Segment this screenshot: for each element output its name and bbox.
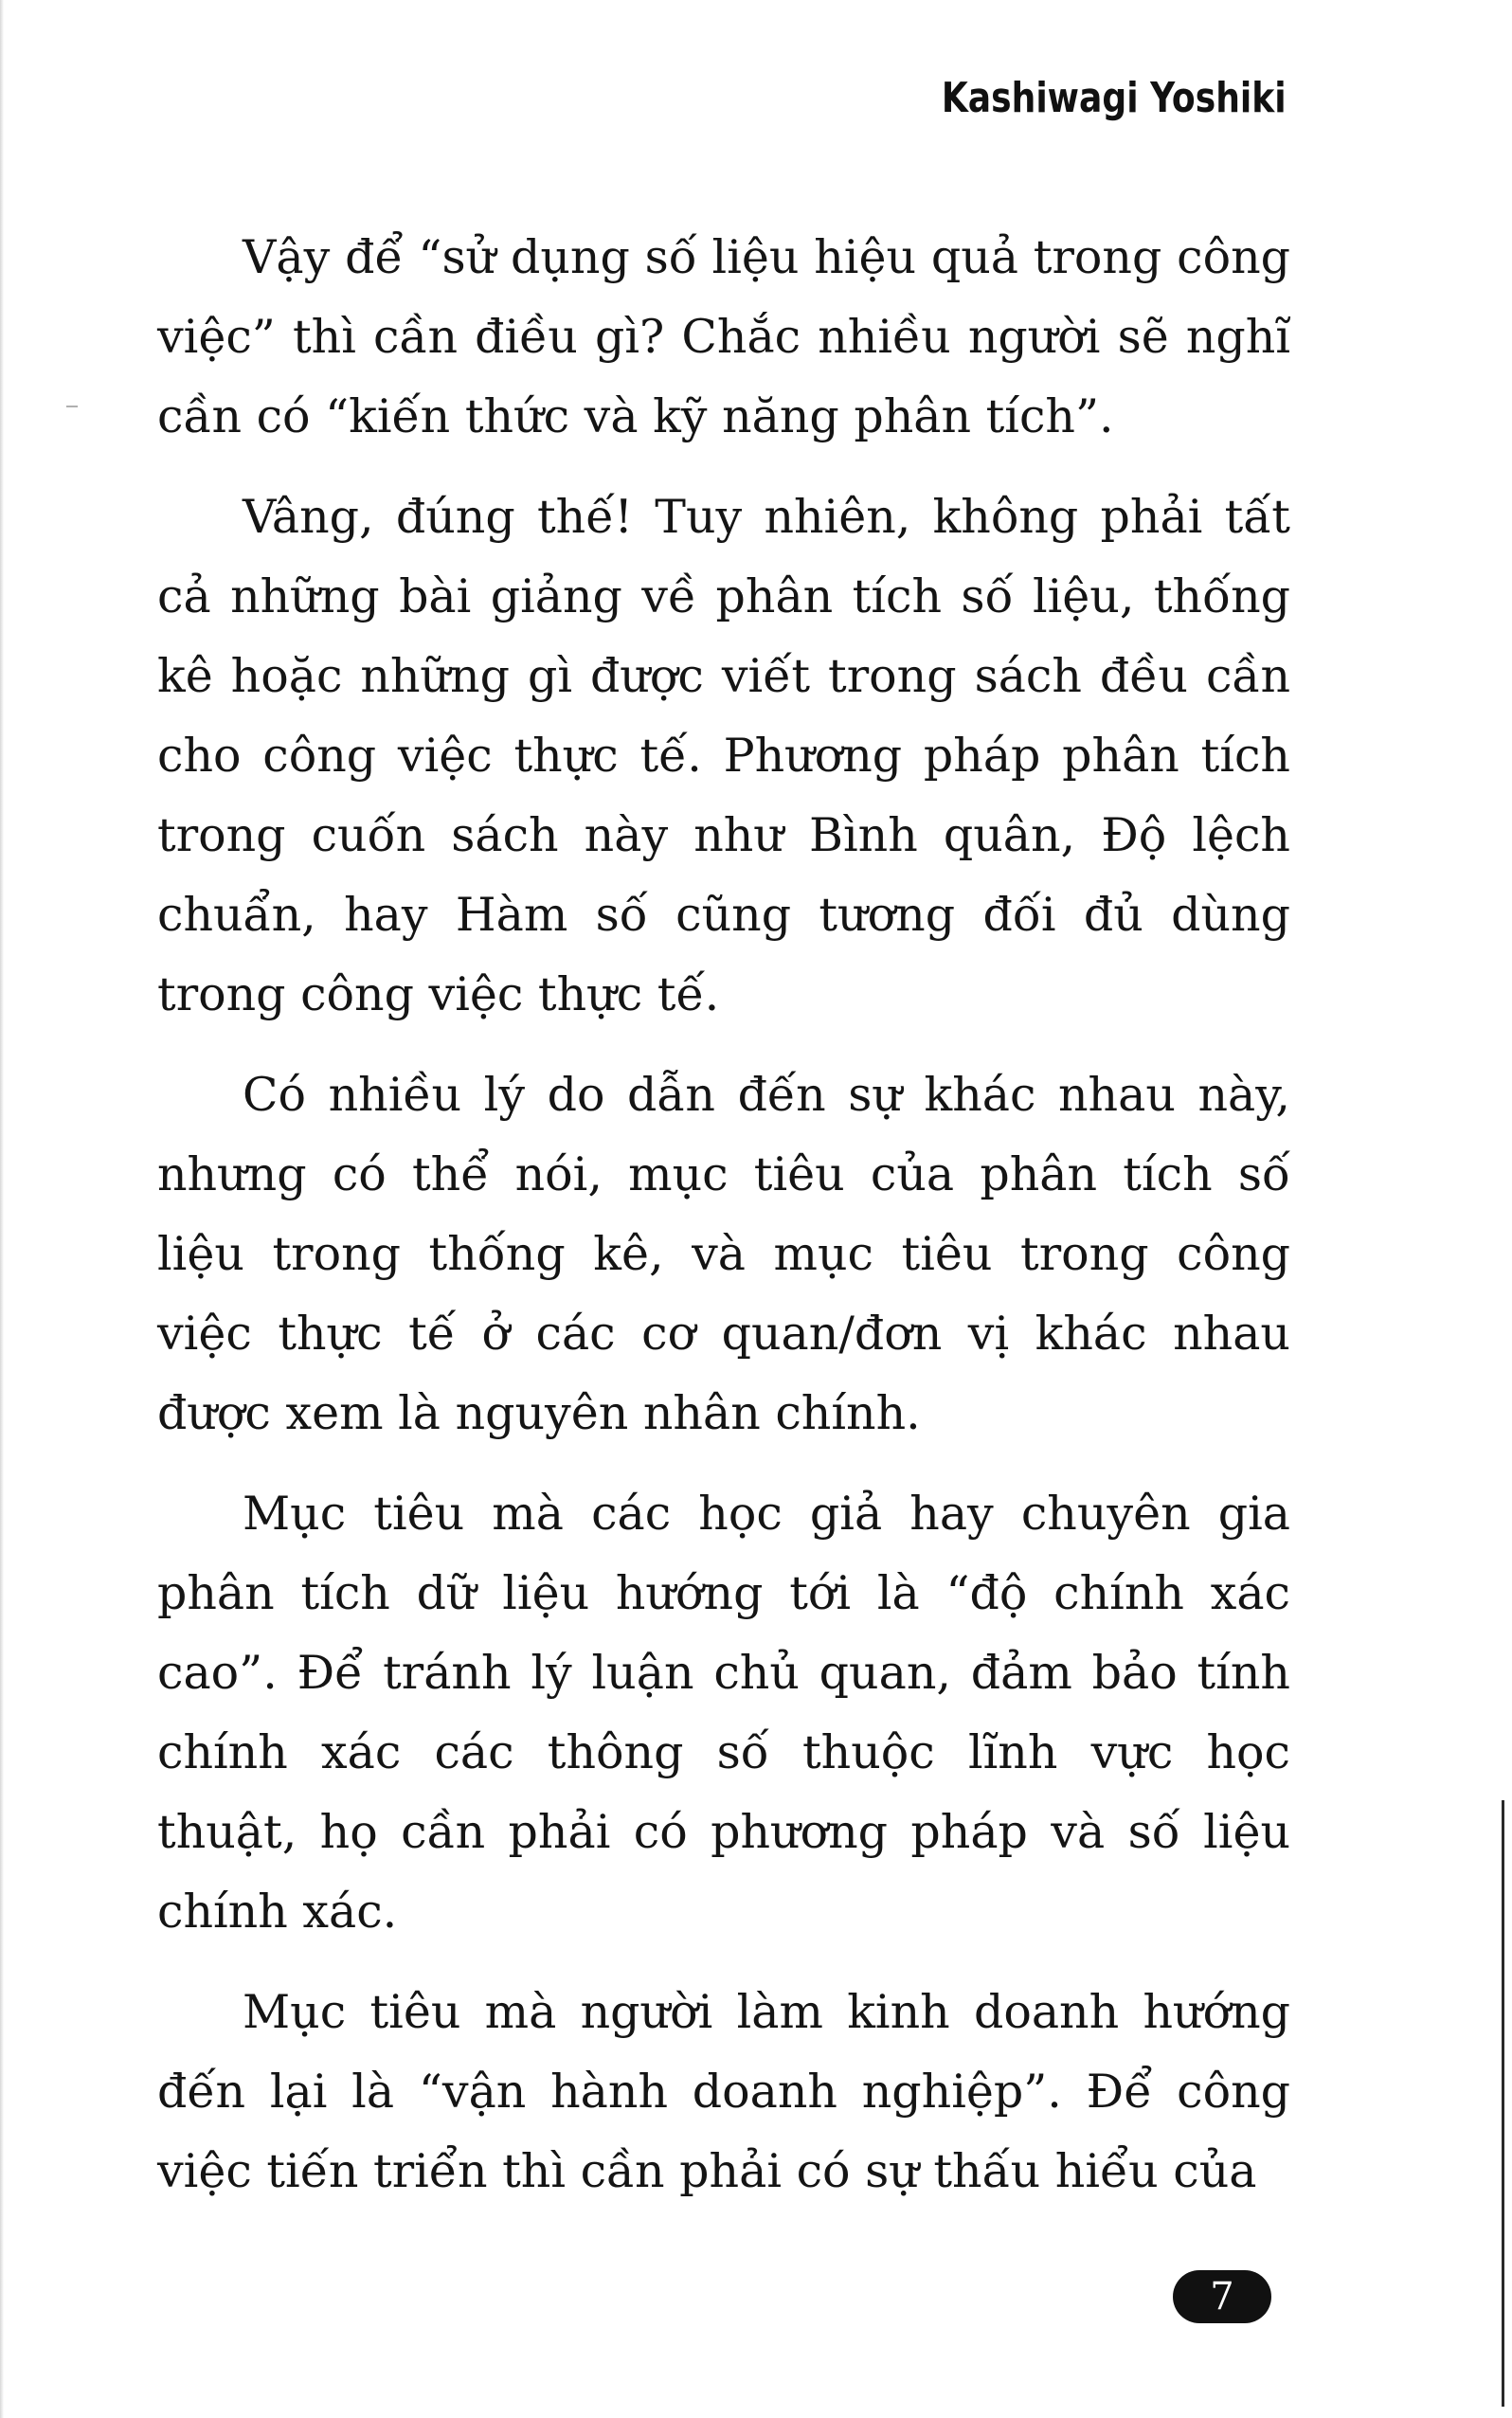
- paragraph: Mục tiêu mà người làm kinh doanh hướng đến lại là “vận hành doanh nghiệp”. Để công việc tiến triển thì cần phải có sự thấu hiểu của: [157, 1985, 1290, 2198]
- paragraph: Có nhiều lý do dẫn đến sự khác nhau này, nhưng có thể nói, mục tiêu của phân tích số liệu trong thống kê, và mục tiêu trong công việc thực tế ở các cơ quan/đơn vị khác nhau được xem là nguyên nhân chính.: [157, 1068, 1290, 1440]
- paragraph: Vậy để “sử dụng số liệu hiệu quả trong công việc” thì cần điều gì? Chắc nhiều người sẽ nghĩ cần có “kiến thức và kỹ năng phân tích”.: [157, 230, 1290, 443]
- running-head-author: Kashiwagi Yoshiki: [942, 74, 1287, 122]
- page-number-badge: 7: [1173, 2270, 1271, 2323]
- scan-shadow-left: [0, 0, 4, 2418]
- scan-mark: [66, 406, 78, 407]
- scan-shadow-right: [1502, 1800, 1504, 2407]
- paragraph: Vâng, đúng thế! Tuy nhiên, không phải tất cả những bài giảng về phân tích số liệu, thống kê hoặc những gì được viết trong sách đều cần cho công việc thực tế. Phương pháp phân tích trong cuốn sách này như Bình quân, Độ lệch chuẩn, hay Hàm số cũng tương đối đủ dùng trong công việc thực tế.: [157, 490, 1290, 1021]
- paragraph: Mục tiêu mà các học giả hay chuyên gia phân tích dữ liệu hướng tới là “độ chính xác cao”. Để tránh lý luận chủ quan, đảm bảo tính chính xác các thông số thuộc lĩnh vực học thuật, họ cần phải có phương pháp và số liệu chính xác.: [157, 1487, 1290, 1939]
- body-text: [157, 218, 1290, 2232]
